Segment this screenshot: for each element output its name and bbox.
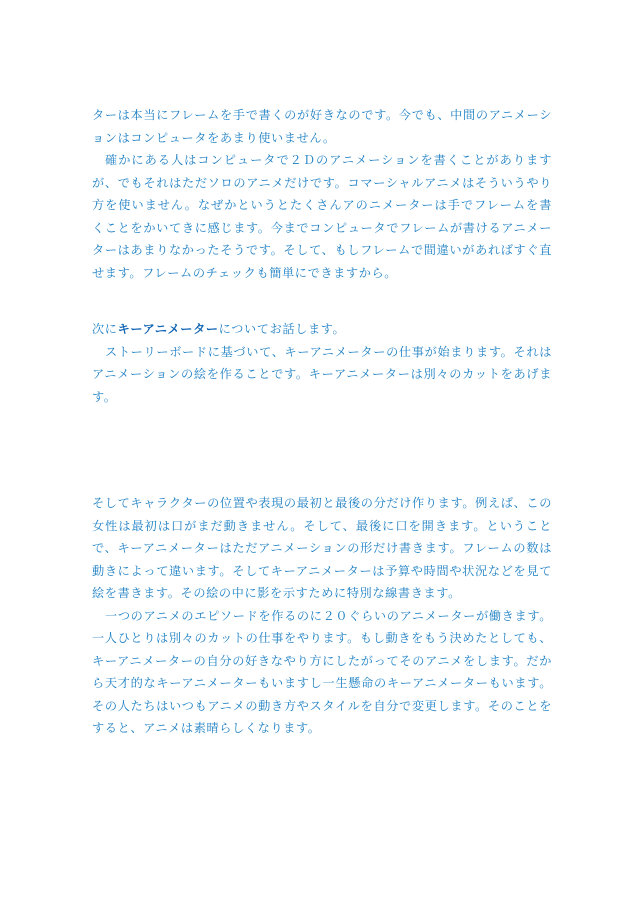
paragraph: 一つのアニメのエピソードを作るのに２０ぐらいのアニメーターが働きます。一人ひとりは別々のカットの仕事をやります。もし動きをもう決めたとしても、キーアニメーターの自分の好きなやり方にしたがってそのアニメをします。だから天才的なキーアニメーターもいますし一生懸命のキーアニメーターもいます。その人たちはいつもアニメの動き方やスタイルを自分で変更します。そのことをすると、アニメは素晴らしくなります。: [92, 608, 552, 735]
paragraph: [92, 318, 552, 341]
intro-text: 次に: [92, 322, 118, 336]
paragraph: そしてキャラクターの位置や表現の最初と最後の分だけ作ります。例えば、この女性は最初は口がまだ動きません。そして、最後に口を開きます。ということで、キーアニメーターはただアニメーションの形だけ書きます。フレームの数は動きによって違います。そしてキーアニメーターは予算や時間や状況などを見て絵を書きます。その絵の中に影を示すために特別な線書きます。: [92, 496, 552, 600]
paragraph: 確かにある人はコンピュータで２Ｄのアニメーションを書くことがありますが、でもそれはただソロのアニメだけです。コマーシャルアニメはそういうやり方を使いません。なぜかというとたくさんアのニメーターは手でフレームを書くことをかいてきに感じます。今までコンピュータでフレームが書けるアニメーターはあまりなかったそうです。そして、もしフレームで間違いがあればすぐ直せます。フレームのチェックも簡単にできますから。: [92, 153, 552, 280]
section-key-animator-work: [92, 492, 552, 740]
section-key-animator-intro: [92, 318, 552, 408]
intro-text: についてお話します。: [218, 322, 346, 336]
key-term-highlight: キーアニメーター: [117, 322, 219, 336]
paragraph: ターは本当にフレームを手で書くのが好きなのです。今でも、中間のアニメーションはコンピュータをあまり使いません。: [92, 108, 552, 145]
section-compositing-continued: [92, 104, 552, 284]
paragraph: ストーリーボードに基づいて、キーアニメーターの仕事が始まります。それはアニメーションの絵を作ることです。キーアニメーターは別々のカットをあげます。: [92, 344, 552, 404]
